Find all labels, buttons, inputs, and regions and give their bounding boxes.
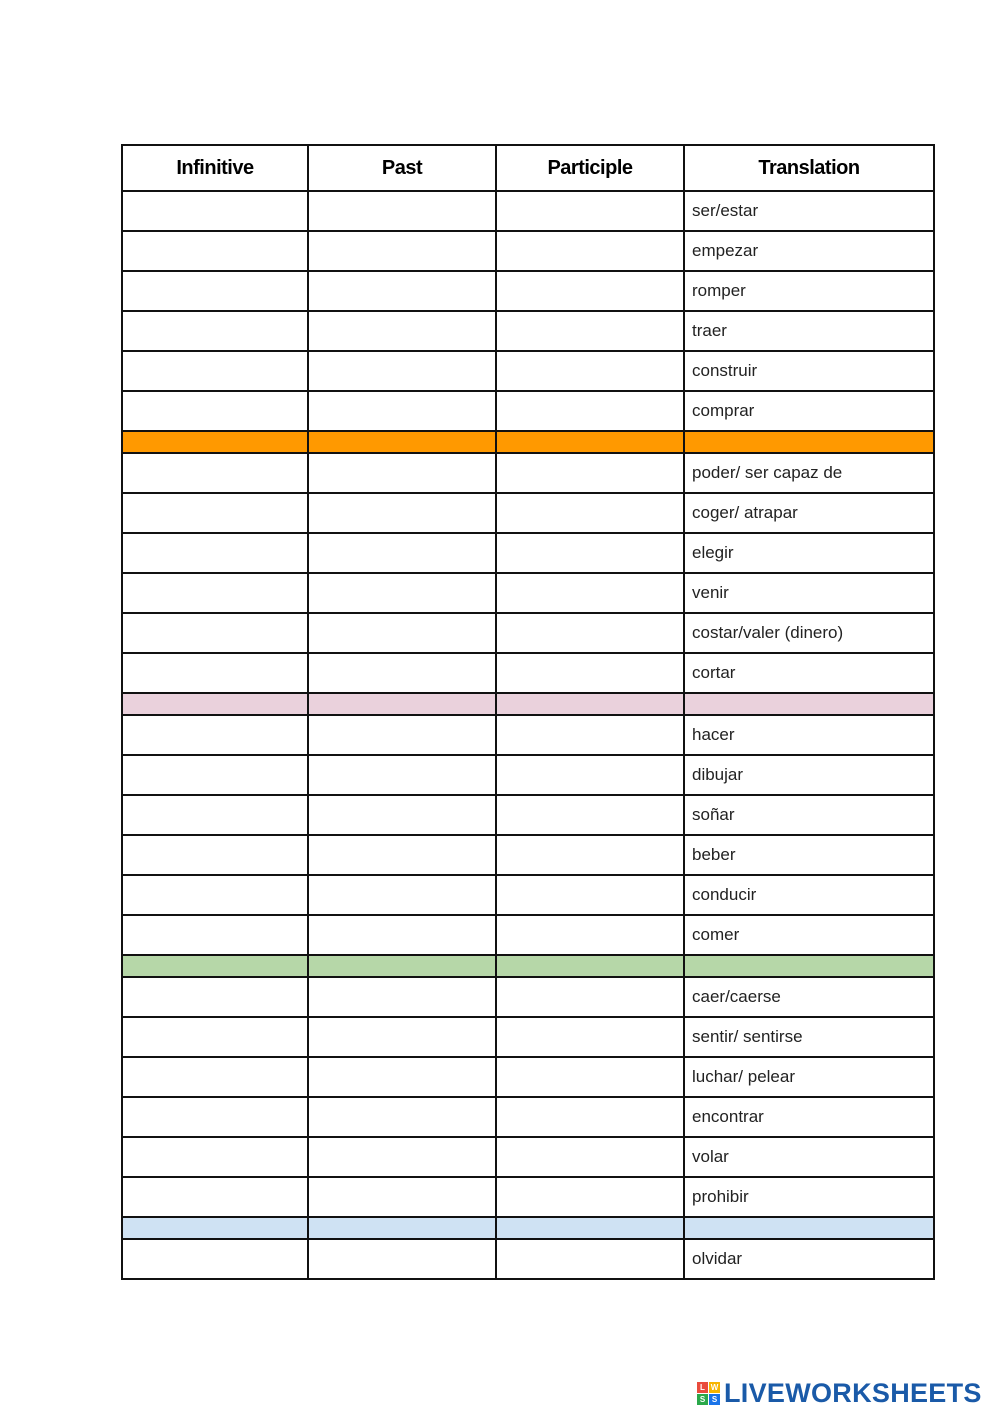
translation-cell: luchar/ pelear xyxy=(684,1057,934,1097)
past-answer-cell[interactable] xyxy=(308,1057,496,1097)
participle-answer-cell[interactable] xyxy=(496,795,684,835)
participle-answer-cell[interactable] xyxy=(496,493,684,533)
section-divider-row xyxy=(122,1217,934,1239)
infinitive-answer-cell[interactable] xyxy=(122,755,308,795)
participle-answer-cell[interactable] xyxy=(496,915,684,955)
infinitive-answer-cell[interactable] xyxy=(122,1017,308,1057)
past-answer-cell[interactable] xyxy=(308,1137,496,1177)
infinitive-answer-cell[interactable] xyxy=(122,453,308,493)
infinitive-answer-cell[interactable] xyxy=(122,351,308,391)
infinitive-answer-cell[interactable] xyxy=(122,613,308,653)
past-answer-cell[interactable] xyxy=(308,231,496,271)
participle-answer-cell[interactable] xyxy=(496,875,684,915)
translation-cell: dibujar xyxy=(684,755,934,795)
divider-cell xyxy=(308,1217,496,1239)
past-answer-cell[interactable] xyxy=(308,613,496,653)
logo-mark-square: S xyxy=(697,1394,708,1405)
infinitive-answer-cell[interactable] xyxy=(122,1177,308,1217)
header-row xyxy=(122,145,934,191)
participle-answer-cell[interactable] xyxy=(496,271,684,311)
participle-answer-cell[interactable] xyxy=(496,1097,684,1137)
table-row xyxy=(122,311,934,351)
participle-answer-cell[interactable] xyxy=(496,1239,684,1279)
past-answer-cell[interactable] xyxy=(308,1177,496,1217)
infinitive-answer-cell[interactable] xyxy=(122,1097,308,1137)
past-answer-cell[interactable] xyxy=(308,653,496,693)
participle-answer-cell[interactable] xyxy=(496,653,684,693)
past-answer-cell[interactable] xyxy=(308,755,496,795)
infinitive-answer-cell[interactable] xyxy=(122,653,308,693)
infinitive-answer-cell[interactable] xyxy=(122,835,308,875)
divider-cell xyxy=(122,693,308,715)
logo-mark-square: L xyxy=(697,1382,708,1393)
past-answer-cell[interactable] xyxy=(308,391,496,431)
infinitive-answer-cell[interactable] xyxy=(122,1057,308,1097)
past-answer-cell[interactable] xyxy=(308,1097,496,1137)
infinitive-answer-cell[interactable] xyxy=(122,1239,308,1279)
translation-cell: conducir xyxy=(684,875,934,915)
participle-answer-cell[interactable] xyxy=(496,715,684,755)
infinitive-answer-cell[interactable] xyxy=(122,573,308,613)
participle-answer-cell[interactable] xyxy=(496,453,684,493)
divider-cell xyxy=(684,1217,934,1239)
divider-cell xyxy=(122,1217,308,1239)
infinitive-answer-cell[interactable] xyxy=(122,231,308,271)
table-row xyxy=(122,191,934,231)
past-answer-cell[interactable] xyxy=(308,915,496,955)
participle-answer-cell[interactable] xyxy=(496,755,684,795)
table-row xyxy=(122,231,934,271)
past-answer-cell[interactable] xyxy=(308,795,496,835)
table-row xyxy=(122,755,934,795)
translation-cell: venir xyxy=(684,573,934,613)
divider-cell xyxy=(122,955,308,977)
infinitive-answer-cell[interactable] xyxy=(122,795,308,835)
infinitive-answer-cell[interactable] xyxy=(122,715,308,755)
past-answer-cell[interactable] xyxy=(308,875,496,915)
participle-answer-cell[interactable] xyxy=(496,231,684,271)
infinitive-answer-cell[interactable] xyxy=(122,493,308,533)
table-row xyxy=(122,271,934,311)
divider-cell xyxy=(496,955,684,977)
table-row xyxy=(122,1239,934,1279)
infinitive-answer-cell[interactable] xyxy=(122,977,308,1017)
table-row xyxy=(122,795,934,835)
table-row xyxy=(122,875,934,915)
table-row xyxy=(122,493,934,533)
past-answer-cell[interactable] xyxy=(308,835,496,875)
past-answer-cell[interactable] xyxy=(308,271,496,311)
participle-answer-cell[interactable] xyxy=(496,977,684,1017)
divider-cell xyxy=(308,431,496,453)
divider-cell xyxy=(122,431,308,453)
participle-answer-cell[interactable] xyxy=(496,191,684,231)
translation-cell: sentir/ sentirse xyxy=(684,1017,934,1057)
table-row xyxy=(122,653,934,693)
table-row xyxy=(122,613,934,653)
divider-cell xyxy=(308,693,496,715)
translation-cell: coger/ atrapar xyxy=(684,493,934,533)
past-answer-cell[interactable] xyxy=(308,351,496,391)
divider-cell xyxy=(308,955,496,977)
section-divider-row xyxy=(122,693,934,715)
past-answer-cell[interactable] xyxy=(308,453,496,493)
divider-cell xyxy=(684,955,934,977)
infinitive-answer-cell[interactable] xyxy=(122,875,308,915)
translation-cell: romper xyxy=(684,271,934,311)
past-answer-cell[interactable] xyxy=(308,493,496,533)
divider-cell xyxy=(496,431,684,453)
header-participle: Participle xyxy=(496,145,684,191)
table-row xyxy=(122,533,934,573)
participle-answer-cell[interactable] xyxy=(496,1017,684,1057)
past-answer-cell[interactable] xyxy=(308,533,496,573)
infinitive-answer-cell[interactable] xyxy=(122,391,308,431)
participle-answer-cell[interactable] xyxy=(496,533,684,573)
logo-mark-icon xyxy=(697,1382,720,1405)
infinitive-answer-cell[interactable] xyxy=(122,311,308,351)
past-answer-cell[interactable] xyxy=(308,311,496,351)
translation-cell: caer/caerse xyxy=(684,977,934,1017)
translation-cell: elegir xyxy=(684,533,934,573)
table-row xyxy=(122,1177,934,1217)
translation-cell: empezar xyxy=(684,231,934,271)
translation-cell: olvidar xyxy=(684,1239,934,1279)
table-row xyxy=(122,351,934,391)
past-answer-cell[interactable] xyxy=(308,191,496,231)
table-row xyxy=(122,1057,934,1097)
infinitive-answer-cell[interactable] xyxy=(122,1137,308,1177)
table-row xyxy=(122,573,934,613)
participle-answer-cell[interactable] xyxy=(496,1057,684,1097)
section-divider-row xyxy=(122,955,934,977)
infinitive-answer-cell[interactable] xyxy=(122,191,308,231)
translation-cell: hacer xyxy=(684,715,934,755)
translation-cell: ser/estar xyxy=(684,191,934,231)
divider-cell xyxy=(684,693,934,715)
logo-mark-square: W xyxy=(710,1382,719,1392)
table-row xyxy=(122,915,934,955)
logo-mark-square: S xyxy=(709,1394,720,1405)
liveworksheets-logo xyxy=(697,1378,982,1408)
infinitive-answer-cell[interactable] xyxy=(122,533,308,573)
past-answer-cell[interactable] xyxy=(308,1239,496,1279)
past-answer-cell[interactable] xyxy=(308,715,496,755)
section-divider-row xyxy=(122,431,934,453)
translation-cell: comer xyxy=(684,915,934,955)
header-past: Past xyxy=(308,145,496,191)
past-answer-cell[interactable] xyxy=(308,573,496,613)
header-translation: Translation xyxy=(684,145,934,191)
table-row xyxy=(122,453,934,493)
header-infinitive: Infinitive xyxy=(122,145,308,191)
table-row xyxy=(122,391,934,431)
participle-answer-cell[interactable] xyxy=(496,1177,684,1217)
table-row xyxy=(122,1017,934,1057)
translation-cell: prohibir xyxy=(684,1177,934,1217)
divider-cell xyxy=(684,431,934,453)
translation-cell: beber xyxy=(684,835,934,875)
participle-answer-cell[interactable] xyxy=(496,573,684,613)
table-row xyxy=(122,977,934,1017)
participle-answer-cell[interactable] xyxy=(496,835,684,875)
infinitive-answer-cell[interactable] xyxy=(122,271,308,311)
translation-cell: construir xyxy=(684,351,934,391)
divider-cell xyxy=(496,693,684,715)
translation-cell: encontrar xyxy=(684,1097,934,1137)
translation-cell: comprar xyxy=(684,391,934,431)
infinitive-answer-cell[interactable] xyxy=(122,915,308,955)
translation-cell: costar/valer (dinero) xyxy=(684,613,934,653)
participle-answer-cell[interactable] xyxy=(496,351,684,391)
participle-answer-cell[interactable] xyxy=(496,1137,684,1177)
translation-cell: traer xyxy=(684,311,934,351)
translation-cell: poder/ ser capaz de xyxy=(684,453,934,493)
past-answer-cell[interactable] xyxy=(308,1017,496,1057)
table-row xyxy=(122,1097,934,1137)
participle-answer-cell[interactable] xyxy=(496,311,684,351)
participle-answer-cell[interactable] xyxy=(496,613,684,653)
past-answer-cell[interactable] xyxy=(308,977,496,1017)
table-row xyxy=(122,715,934,755)
verb-table xyxy=(121,144,935,1280)
divider-cell xyxy=(496,1217,684,1239)
translation-cell: volar xyxy=(684,1137,934,1177)
logo-text: LIVEWORKSHEETS xyxy=(724,1377,982,1408)
participle-answer-cell[interactable] xyxy=(496,391,684,431)
table-row xyxy=(122,1137,934,1177)
translation-cell: soñar xyxy=(684,795,934,835)
translation-cell: cortar xyxy=(684,653,934,693)
table-row xyxy=(122,835,934,875)
